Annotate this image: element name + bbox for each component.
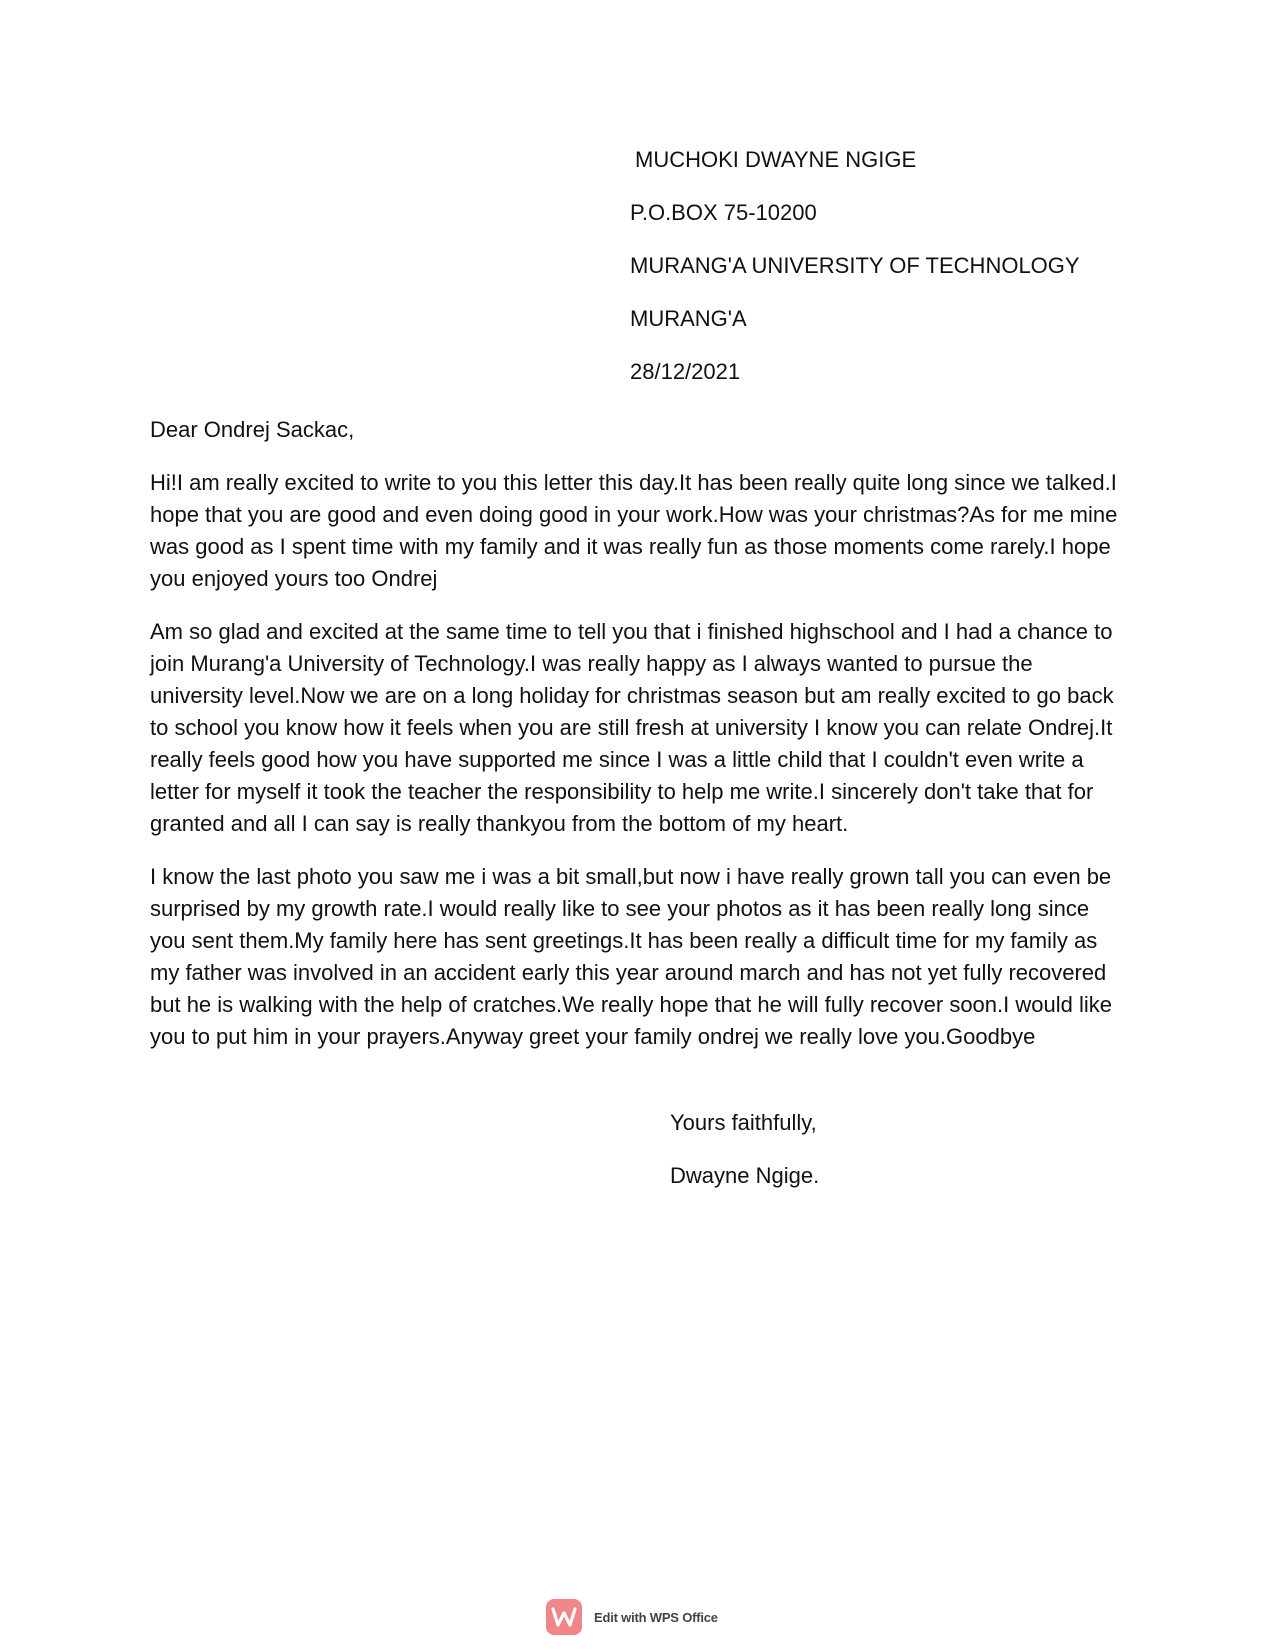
wps-watermark-label: Edit with WPS Office [594, 1609, 718, 1625]
letter-date: 28/12/2021 [630, 359, 741, 384]
paragraph-1: Hi!I am really excited to write to you this letter this day.It has been really quite long since we talked.I hope that you are good and even doing good in your work.How was your christmas?As for me mine was good as I spent time with my family and it was really fun as those moments come rarely.I hope you enjoyed yours too Ondrej [150, 470, 1118, 591]
letter-body [150, 414, 1125, 1074]
sender-town: MURANG'A [630, 306, 747, 331]
sender-address-block [630, 146, 1190, 411]
paragraph-3: I know the last photo you saw me i was a bit small,but now i have really grown tall you can even be surprised by my growth rate.I would really like to see your photos as it has been really long since you sent them.My family here has sent greetings.It has been really a difficult time for my family as my father was involved in an accident early this year around march and has not yet fully recovered but he is walking with the help of cratches.We really hope that he will fully recover soon.I would like you to put him in your prayers.Anyway greet your family ondrej we really love you.Goodbye [150, 864, 1112, 1049]
closing-block [670, 1109, 819, 1215]
paragraph-2: Am so glad and excited at the same time to tell you that i finished highschool and I had a chance to join Murang'a University of Technology.I was really happy as I always wanted to pursue the university level.Now we are on a long holiday for christmas season but am really excited to go back to school you know how it feels when you are still fresh at university I know you can relate Ondrej.It really feels good how you have supported me since I was a little child that I couldn't even write a letter for myself it took the teacher the responsibility to help me write.I sincerely don't take that for granted and all I can say is really thankyou from the bottom of my heart. [150, 619, 1114, 836]
sender-institution: MURANG'A UNIVERSITY OF TECHNOLOGY [630, 253, 1080, 278]
wps-watermark[interactable] [546, 1598, 718, 1636]
valediction: Yours faithfully, [670, 1110, 817, 1135]
salutation: Dear Ondrej Sackac, [150, 417, 355, 442]
sender-po-box: P.O.BOX 75-10200 [630, 200, 817, 225]
signature-name: Dwayne Ngige. [670, 1163, 820, 1188]
wps-logo-icon [546, 1599, 582, 1635]
sender-name: MUCHOKI DWAYNE NGIGE [635, 147, 917, 172]
